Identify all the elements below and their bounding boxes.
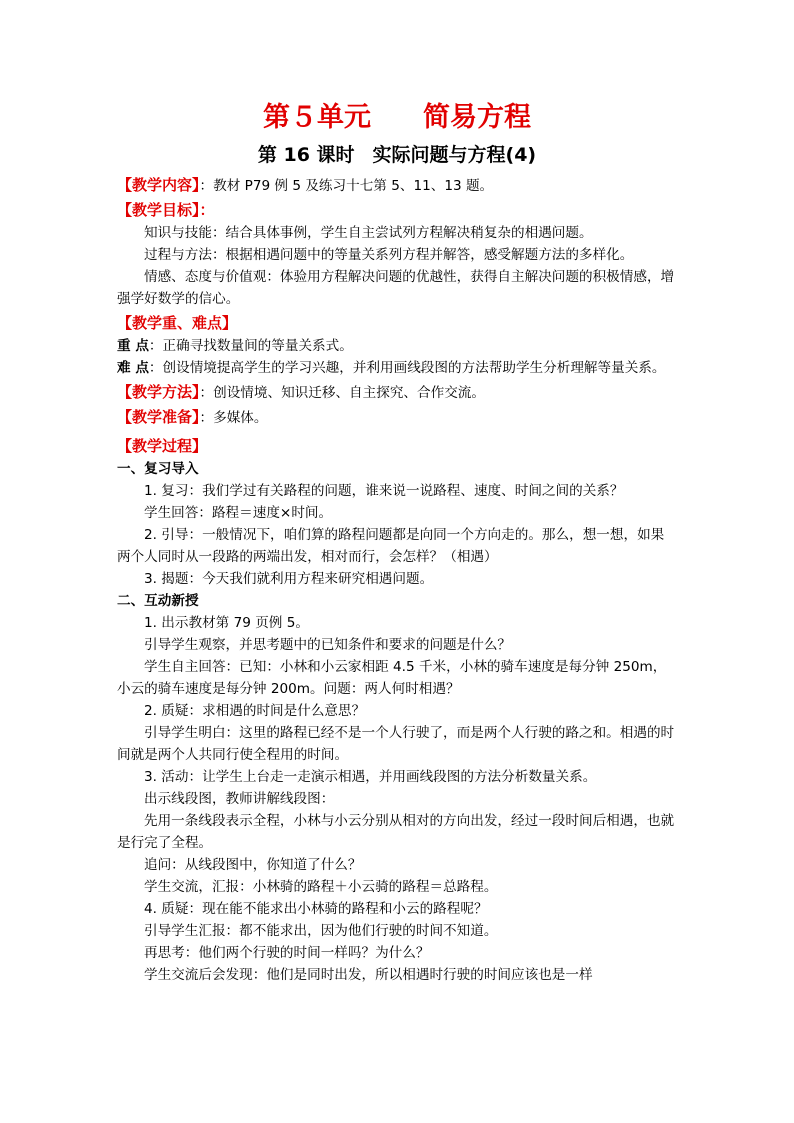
section-review-title: 一、复习导入 xyxy=(117,461,199,477)
process-paragraph: 再思考：他们两个行驶的时间一样吗？为什么？ xyxy=(144,945,430,961)
teaching-content-heading: 【教学内容】 xyxy=(117,176,200,194)
teaching-goals-colon: ： xyxy=(199,201,215,219)
teaching-goals-heading: 【教学目标】 xyxy=(117,201,200,219)
teaching-method xyxy=(117,381,677,404)
teaching-content xyxy=(117,174,677,197)
key-point xyxy=(117,335,677,357)
teaching-content-text: ：教材 P79 例 5 及练习十七第 5、11、13 题。 xyxy=(199,178,494,194)
document-body xyxy=(117,98,677,986)
process-paragraph: 2. 质疑：求相遇的时间是什么意思？ xyxy=(144,703,366,719)
teaching-method-text: ：创设情境、知识迁移、自主探究、合作交流。 xyxy=(199,385,485,401)
unit-number: 第５单元 xyxy=(263,102,371,133)
teaching-method-heading: 【教学方法】 xyxy=(117,383,200,401)
key-point-label: 重 点 xyxy=(117,338,149,354)
process-paragraph: 学生回答：路程＝速度×时间。 xyxy=(144,505,333,521)
teaching-prep xyxy=(117,406,677,429)
process-paragraph: 引导学生汇报：都不能求出，因为他们行驶的时间不知道。 xyxy=(144,923,498,939)
teaching-prep-heading: 【教学准备】 xyxy=(117,408,200,426)
difficult-point xyxy=(117,357,677,379)
process-paragraph: 1. 复习：我们学过有关路程的问题，谁来说一说路程、速度、时间之间的关系？ xyxy=(144,483,624,499)
process-paragraph: 出示线段图，教师讲解线段图： xyxy=(144,791,335,807)
difficult-point-text: ：创设情境提高学生的学习兴趣，并利用画线段图的方法帮助学生分析理解等量关系。 xyxy=(148,360,666,376)
lesson-number: 第 16 课时 xyxy=(257,144,355,166)
goal-item: 过程与方法：根据相遇问题中的等量关系列方程并解答，感受解题方法的多样化。 xyxy=(144,247,634,263)
teaching-process-heading: 【教学过程】 xyxy=(117,437,208,455)
process-paragraph: 引导学生观察，并思考题中的已知条件和要求的问题是什么？ xyxy=(144,637,512,653)
difficult-point-label: 难 点 xyxy=(117,360,149,376)
process-paragraph: 1. 出示教材第 79 页例 5。 xyxy=(144,615,309,631)
teaching-process-heading-row xyxy=(117,435,677,458)
process-paragraph: 2. 引导：一般情况下，咱们算的路程问题都是向同一个方向走的。那么，想一想，如果两个人同时从一段路的两端出发，相对而行，会怎样？（相遇） xyxy=(117,527,665,565)
key-point-text: ：正确寻找数量间的等量关系式。 xyxy=(148,338,353,354)
teaching-prep-text: ：多媒体。 xyxy=(199,410,268,426)
process-paragraph: 4. 质疑：现在能不能求出小林骑的路程和小云的路程呢？ xyxy=(144,901,488,917)
goal-item: 情感、态度与价值观：体验用方程解决问题的优越性，获得自主解决问题的积极情感，增强学好数学的信心。 xyxy=(117,269,675,307)
keypoints-heading-row xyxy=(117,312,677,335)
process-paragraph: 引导学生明白：这里的路程已经不是一个人行驶了，而是两个人行驶的路之和。相遇的时间就是两个人共同行使全程用的时间。 xyxy=(117,725,675,763)
unit-name: 简易方程 xyxy=(423,102,531,133)
process-paragraph: 学生交流后会发现：他们是同时出发，所以相遇时行驶的时间应该也是一样 xyxy=(144,967,593,983)
goal-item: 知识与技能：结合具体事例，学生自主尝试列方程解决稍复杂的相遇问题。 xyxy=(144,225,593,241)
process-paragraph: 学生交流，汇报：小林骑的路程＋小云骑的路程＝总路程。 xyxy=(144,879,498,895)
lesson-title xyxy=(117,140,677,170)
section-new-lesson-title: 二、互动新授 xyxy=(117,593,199,609)
process-paragraph: 先用一条线段表示全程，小林与小云分别从相对的方向出发，经过一段时间后相遇，也就是行完了全程。 xyxy=(117,813,675,851)
keypoints-heading: 【教学重、难点】 xyxy=(117,314,238,332)
teaching-goals-heading-row xyxy=(117,199,677,222)
process-paragraph: 追问：从线段图中，你知道了什么？ xyxy=(144,857,362,873)
lesson-name: 实际问题与方程(4) xyxy=(372,144,537,166)
process-paragraph: 学生自主回答：已知：小林和小云家相距 4.5 千米，小林的骑车速度是每分钟 250m，小云的骑车速度是每分钟 200m。问题：两人何时相遇？ xyxy=(117,659,667,697)
unit-title xyxy=(117,98,677,138)
process-paragraph: 3. 揭题：今天我们就利用方程来研究相遇问题。 xyxy=(144,571,434,587)
process-paragraph: 3. 活动：让学生上台走一走演示相遇，并用画线段图的方法分析数量关系。 xyxy=(144,769,597,785)
